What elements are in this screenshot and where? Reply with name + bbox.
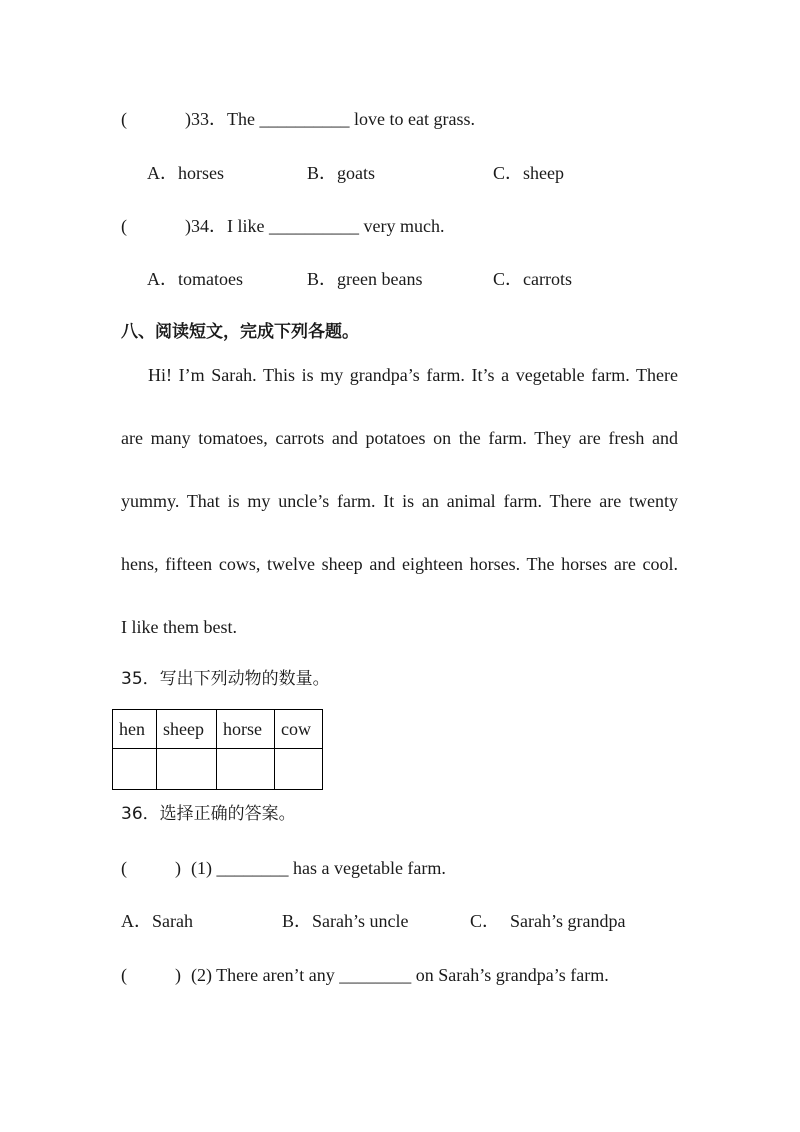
option-c[interactable]: C．carrots	[493, 269, 572, 289]
table-header-row	[113, 710, 323, 749]
passage-line: yummy. That is my uncle’s farm. It is an animal farm. There are twenty	[121, 491, 678, 511]
option-a[interactable]: A．Sarah	[121, 911, 193, 931]
answer-paren-open[interactable]: (	[121, 858, 127, 878]
passage-line: are many tomatoes, carrots and potatoes on the farm. They are fresh and	[121, 428, 678, 448]
option-c[interactable]: Sarah’s grandpa	[510, 911, 626, 931]
option-c[interactable]: C．sheep	[493, 163, 564, 183]
answer-cell-sheep[interactable]	[157, 749, 217, 790]
question-number: )34．	[185, 216, 227, 236]
passage-line: hens, fifteen cows, twelve sheep and eighteen horses. The horses are cool.	[121, 554, 678, 574]
option-a[interactable]: A．tomatoes	[147, 269, 243, 289]
question-number: )33．	[185, 109, 227, 129]
question-stem: (2) There aren’t any ________ on Sarah’s grandpa’s farm.	[191, 965, 609, 985]
section-heading: 八、阅读短文，完成下列各题。	[121, 322, 359, 342]
question-34	[121, 217, 444, 235]
option-b[interactable]: B．green beans	[307, 269, 423, 289]
answer-paren-open[interactable]: (	[121, 216, 127, 236]
answer-cell-horse[interactable]	[217, 749, 275, 790]
answer-cell-hen[interactable]	[113, 749, 157, 790]
option-c-letter[interactable]: C．	[470, 911, 501, 931]
table-answer-row	[113, 749, 323, 790]
answer-paren-open[interactable]: (	[121, 109, 127, 129]
animal-count-table	[112, 709, 323, 790]
option-b[interactable]: B．Sarah’s uncle	[282, 911, 409, 931]
table-header-cell: cow	[275, 710, 323, 749]
question-35-prompt: 35．写出下列动物的数量。	[121, 669, 330, 689]
answer-paren-open[interactable]: (	[121, 965, 127, 985]
question-33	[121, 110, 475, 128]
question-stem: (1) ________ has a vegetable farm.	[191, 858, 446, 878]
answer-paren-close: )	[175, 965, 181, 985]
table-header-cell: horse	[217, 710, 275, 749]
table-header-cell: sheep	[157, 710, 217, 749]
question-stem: I like __________ very much.	[227, 216, 445, 236]
option-a[interactable]: A．horses	[147, 163, 224, 183]
table-header-cell: hen	[113, 710, 157, 749]
question-36-2	[121, 966, 609, 984]
question-36-prompt: 36．选择正确的答案。	[121, 804, 296, 824]
question-36-1	[121, 859, 446, 877]
question-stem: The __________ love to eat grass.	[227, 109, 475, 129]
option-b[interactable]: B．goats	[307, 163, 376, 183]
passage-line: I like them best.	[121, 617, 237, 637]
answer-paren-close: )	[175, 858, 181, 878]
answer-cell-cow[interactable]	[275, 749, 323, 790]
passage-line: Hi! I’m Sarah. This is my grandpa’s farm. It’s a vegetable farm. There	[148, 365, 678, 385]
